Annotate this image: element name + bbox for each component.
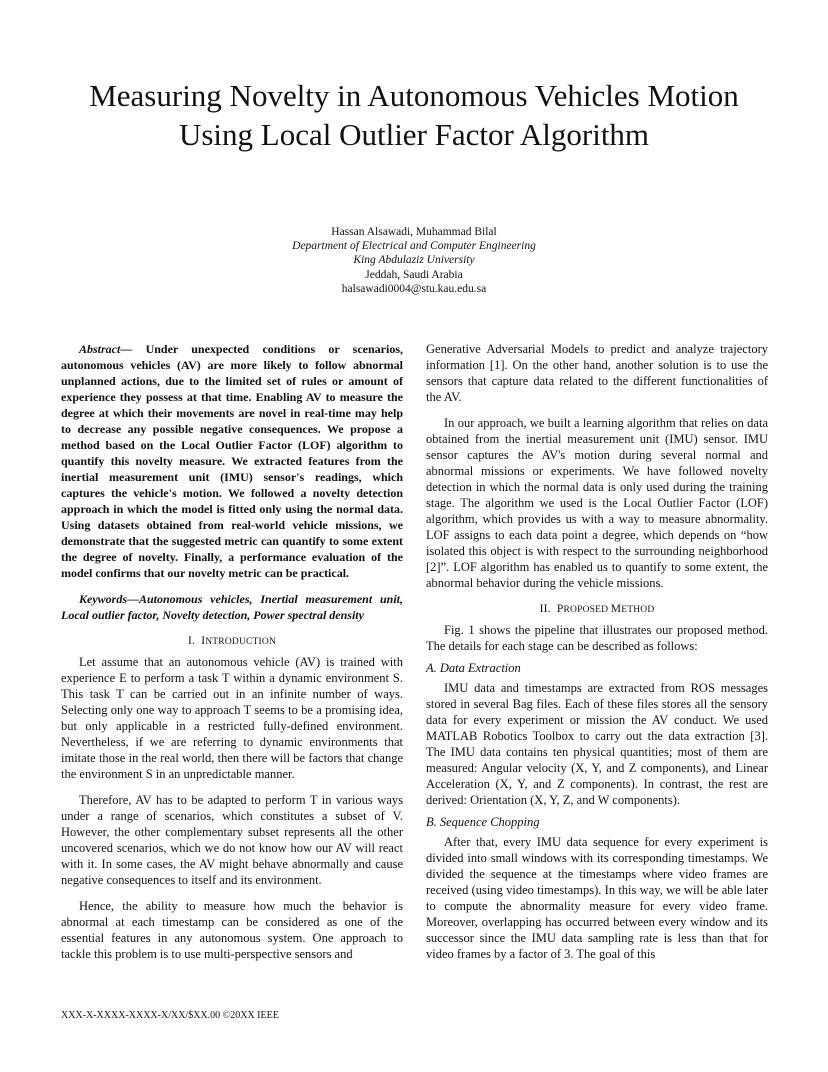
subsection-heading-data-extraction: A. Data Extraction xyxy=(426,661,521,675)
intro-paragraph-2: Therefore, AV has to be adapted to perform T in various ways under a range of scenarios, which constitutes a subset of V. However, the other complementary subset represents all the other uncovered scenarios, which we do not know how our AV will react with it. In some cases, the AV might behave abnormally and cause negative consequences to itself and its environment. xyxy=(61,793,403,887)
paper-title xyxy=(40,76,788,154)
author-block xyxy=(214,225,614,296)
abstract xyxy=(61,341,403,581)
author-email: halsawadi0004@stu.kau.edu.sa xyxy=(341,282,487,295)
sequence-chopping-paragraph: After that, every IMU data sequence for every experiment is divided into small windows with its corresponding timestamps. We divided the sequence at the timestamps where video frames are received (using video timestamps). In this way, we will be able later to compute the abnormality measure for every video frame. Moreover, overlapping has occurred between every window and its successor since the IMU data sampling rate is less than that for video frames by a factor of 3. The goal of this xyxy=(426,835,768,961)
author-university: King Abdulaziz University xyxy=(353,254,475,267)
intro-paragraph-3: Hence, the ability to measure how much the behavior is abnormal at each timestamp can be considered as one of the essential features in any autonomous system. One approach to tackle this problem is to use multi-perspective sensors and xyxy=(61,899,403,961)
right-column xyxy=(426,341,768,962)
author-department: Department of Electrical and Computer Engineering xyxy=(292,240,536,253)
title-line-2: Using Local Outlier Factor Algorithm xyxy=(178,117,650,152)
section-heading-proposed-method: II. PROPOSED METHOD xyxy=(539,603,655,615)
data-extraction-paragraph: IMU data and timestamps are extracted from ROS messages stored in several Bag files. Each of these files stores all the sensory data for every experiment or mission the AV conduct. We used MATLAB Robotics Toolbox to carry out the data extraction [3]. The IMU data contains ten physical quantities; most of them are measured: Angular velocity (X, Y, and Z components), and Linear Acceleration (X, Y, and Z components). In contrast, the rest are derived: Orientation (X, Y, Z, and W components). xyxy=(426,681,768,807)
abstract-text: Under unexpected conditions or scenarios, autonomous vehicles (AV) are more likely to follow abnormal unplanned actions, due to the limited set of rules or amount of experience they possess at that time. Enabling AV to measure the degree at which their movements are novel in real-time may help to decrease any possible negative consequences. We propose a method based on the Local Outlier Factor (LOF) algorithm to quantify this novelty measure. We extracted features from the inertial measurement unit (IMU) sensor's readings, which captures the vehicle's motion. We followed a novelty detection approach in which the model is fitted only using the normal data. Using datasets obtained from real-world vehicle missions, we demonstrate that the suggested metric can quantify to some extent the degree of novelty. Finally, a performance evaluation of the model confirms that our novelty metric can be practical. xyxy=(61,342,403,580)
method-paragraph-1: Fig. 1 shows the pipeline that illustrates our proposed method. The details for each stage can be described as follows: xyxy=(426,623,768,653)
copyright-footer: XXX-X-XXXX-XXXX-X/XX/$XX.00 ©20XX IEEE xyxy=(61,1010,279,1021)
intro-paragraph-1: Let assume that an autonomous vehicle (AV) is trained with experience E to perform a task T within a dynamic environment S. This task T can be carried out in an infinite number of ways. Selecting only one way to approach T seems to be a promising idea, but only applicable in a restricted fully-defined environment. Nevertheless, if we are referring to dynamic environments that imitate those in the real world, then there will be factors that change the environment S in an unpredictable manner. xyxy=(61,655,403,781)
abstract-label: Abstract— xyxy=(79,342,133,356)
author-names: Hassan Alsawadi, Muhammad Bilal xyxy=(331,226,497,238)
subsection-heading-sequence-chopping: B. Sequence Chopping xyxy=(426,815,540,829)
section-heading-introduction: I. INTRODUCTION xyxy=(187,635,277,647)
right-paragraph-1: Generative Adversarial Models to predict and analyze trajectory information [1]. On the other hand, another solution is to use the sensors that capture data related to the different functionalities of the AV. xyxy=(426,342,768,404)
author-location: Jeddah, Saudi Arabia xyxy=(365,268,463,281)
right-paragraph-2: In our approach, we built a learning algorithm that relies on data obtained from the inertial measurement unit (IMU) sensor. IMU sensor captures the AV's motion during several normal and abnormal missions or experiments. We have followed novelty detection in which the normal data is only used during the training stage. The algorithm we used is the Local Outlier Factor (LOF) algorithm, which provides us with a way to measure abnormality. LOF assigns to each data point a degree, which depends on “how isolated this object is with respect to the surrounding neighborhood [2]”. LOF algorithm has enabled us to quantify to some extent, the abnormal behavior during the vehicle missions. xyxy=(426,416,768,590)
left-column xyxy=(61,341,403,962)
keywords: Keywords—Autonomous vehicles, Inertial measurement unit, Local outlier factor, Novelty detection, Power spectral density xyxy=(61,592,403,622)
title-line-1: Measuring Novelty in Autonomous Vehicles Motion xyxy=(89,78,739,113)
